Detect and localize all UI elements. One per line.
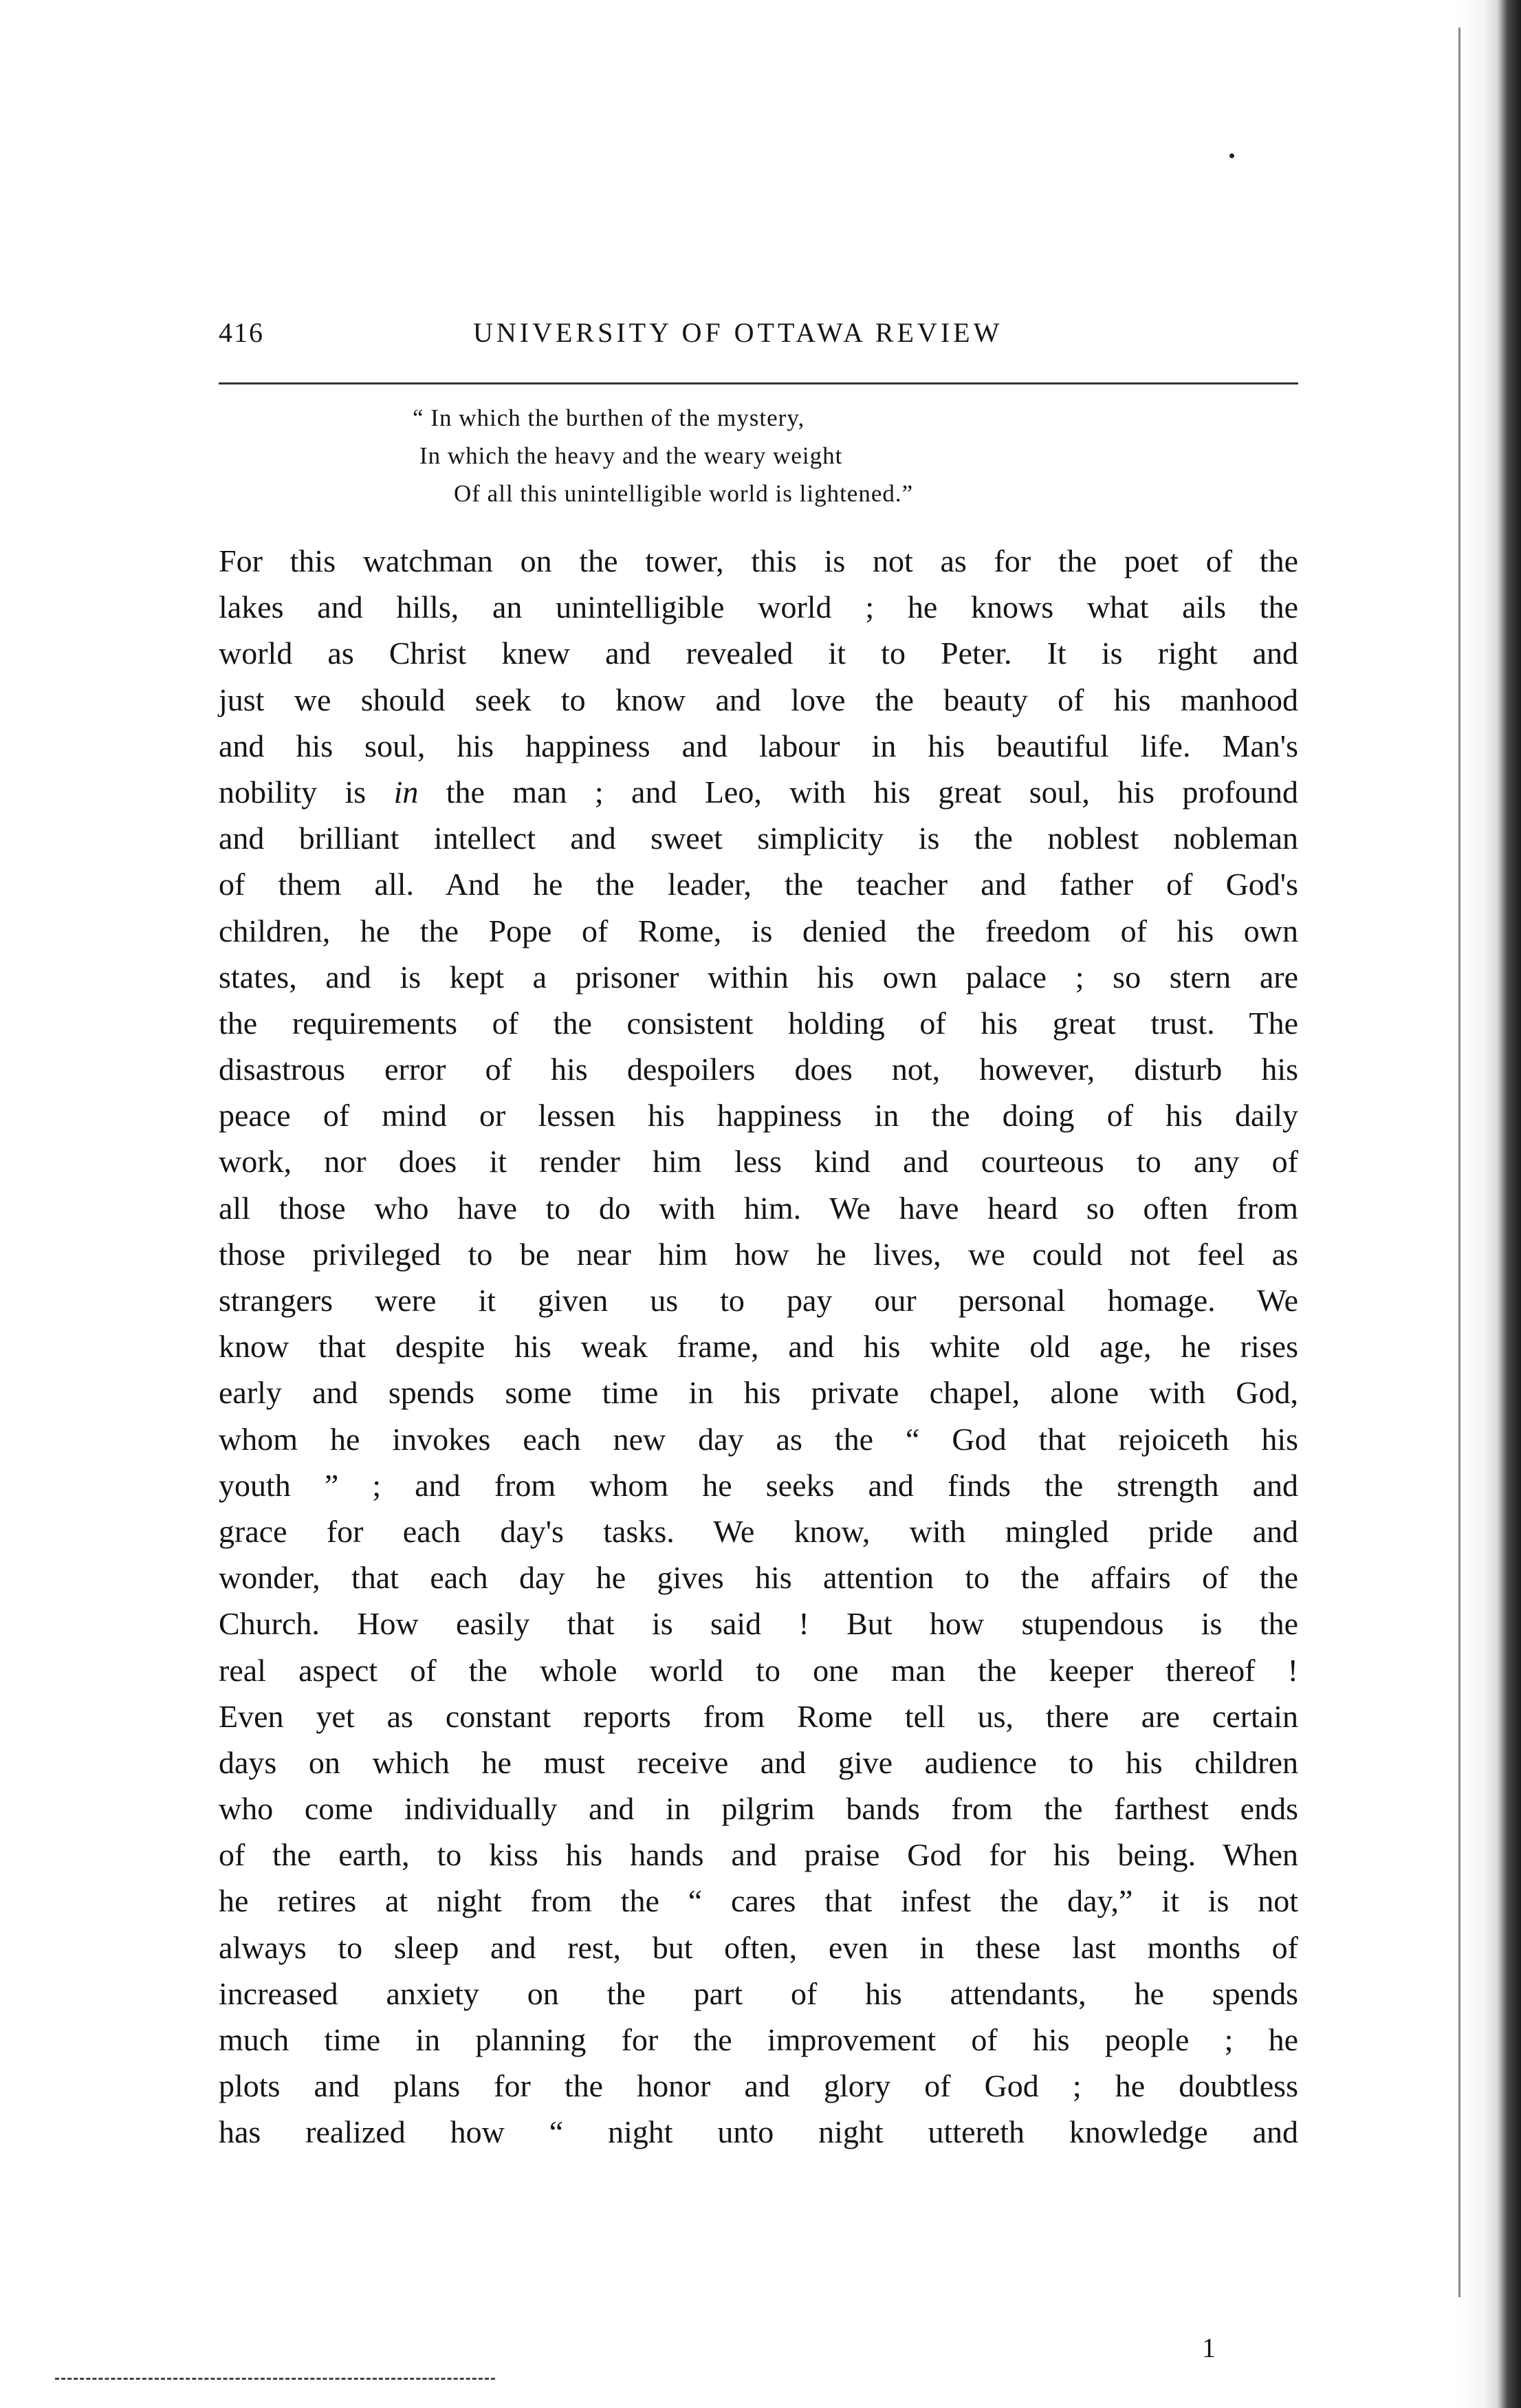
running-head: UNIVERSITY OF OTTAWA REVIEW: [473, 317, 1003, 348]
epigraph-quote: [413, 399, 1238, 512]
body-line: of them all. And he the leader, the teacher and father of God's: [219, 867, 1298, 902]
body-line: work, nor does it render him less kind and courteous to any of: [219, 1144, 1298, 1180]
body-line: states, and is kept a prisoner within his own palace ; so stern are: [219, 959, 1298, 995]
body-line: nobility is in the man ; and Leo, with his great soul, his profound: [219, 774, 1298, 810]
body-line: who come individually and in pilgrim bands from the farthest ends: [219, 1791, 1298, 1827]
footer-mark: 1: [1202, 2332, 1216, 2363]
scan-speck: [1229, 153, 1234, 158]
book-spine-edge-line: [1458, 28, 1460, 2297]
body-line: wonder, that each day he gives his attention to the affairs of the: [219, 1560, 1298, 1596]
body-line: has realized how “ night unto night uttereth knowledge and: [219, 2114, 1298, 2150]
body-line: early and spends some time in his private chapel, alone with God,: [219, 1375, 1298, 1411]
body-line: world as Christ knew and revealed it to Peter. It is right and: [219, 636, 1298, 671]
body-line: Church. How easily that is said ! But how stupendous is the: [219, 1606, 1298, 1642]
body-line: always to sleep and rest, but often, even in these last months of: [219, 1929, 1298, 1965]
body-line: Even yet as constant reports from Rome tell us, there are certain: [219, 1698, 1298, 1734]
body-line: much time in planning for the improvement of his people ; he: [219, 2022, 1298, 2057]
body-line: all those who have to do with him. We have heard so often from: [219, 1190, 1298, 1226]
body-line: increased anxiety on the part of his attendants, he spends: [219, 1975, 1298, 2011]
body-line: peace of mind or lessen his happiness in the doing of his daily: [219, 1098, 1298, 1134]
body-line: disastrous error of his despoilers does not, however, disturb his: [219, 1052, 1298, 1087]
epigraph-line: In which the heavy and the weary weight: [419, 442, 843, 469]
bottom-rule: [55, 2378, 495, 2380]
body-line: whom he invokes each new day as the “ God that rejoiceth his: [219, 1421, 1298, 1457]
body-line: children, he the Pope of Rome, is denied the freedom of his own: [219, 913, 1298, 948]
body-line: of the earth, to kiss his hands and praise God for his being. When: [219, 1837, 1298, 1873]
body-line: youth ” ; and from whom he seeks and finds the strength and: [219, 1467, 1298, 1503]
body-line: and his soul, his happiness and labour in his beautiful life. Man's: [219, 728, 1298, 763]
body-line: just we should seek to know and love the beauty of his manhood: [219, 682, 1298, 717]
page-header: [219, 311, 1298, 366]
body-line: those privileged to be near him how he lives, we could not feel as: [219, 1236, 1298, 1272]
body-line: days on which he must receive and give audience to his children: [219, 1744, 1298, 1780]
epigraph-line: Of all this unintelligible world is lightened.”: [454, 480, 914, 507]
body-line: For this watchman on the tower, this is not as for the poet of the: [219, 543, 1298, 578]
body-line: real aspect of the whole world to one man the keeper thereof !: [219, 1652, 1298, 1688]
body-line: lakes and hills, an unintelligible world ; he knows what ails the: [219, 589, 1298, 625]
page-number: 416: [219, 317, 264, 348]
epigraph-line: “ In which the burthen of the mystery,: [413, 404, 805, 431]
header-rule: [219, 382, 1298, 384]
body-line: he retires at night from the “ cares that infest the day,” it is not: [219, 1883, 1298, 1919]
book-spine-edge: [1459, 0, 1521, 2408]
body-line: strangers were it given us to pay our personal homage. We: [219, 1283, 1298, 1318]
body-line: know that despite his weak frame, and his white old age, he rises: [219, 1329, 1298, 1365]
body-line: grace for each day's tasks. We know, with mingled pride and: [219, 1513, 1298, 1549]
body-line: the requirements of the consistent holding of his great trust. The: [219, 1005, 1298, 1041]
body-line: plots and plans for the honor and glory of God ; he doubtless: [219, 2068, 1298, 2104]
body-paragraph: [219, 538, 1298, 2156]
body-line: and brilliant intellect and sweet simplicity is the noblest nobleman: [219, 821, 1298, 856]
